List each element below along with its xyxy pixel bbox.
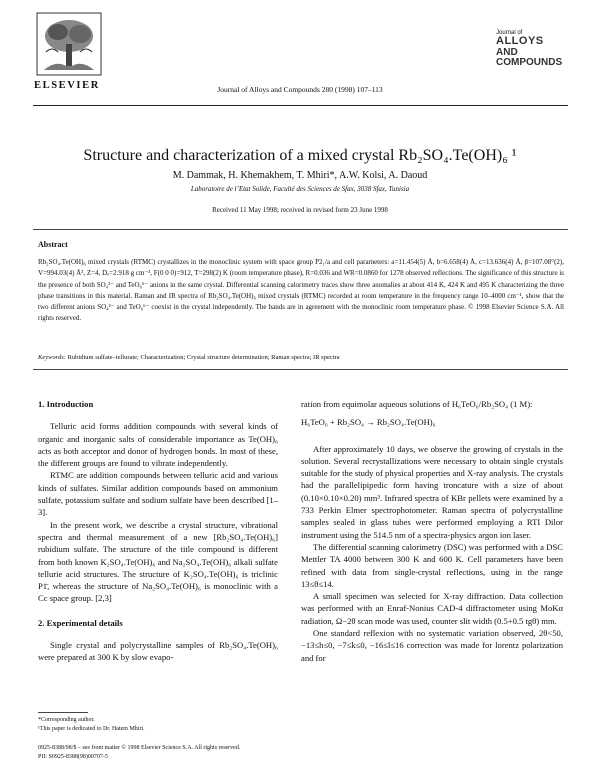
journal-reference: Journal of Alloys and Compounds 280 (1998) 107–113: [217, 85, 383, 94]
right-column: [301, 398, 563, 664]
footer-copyright: 0925-8388/98/$ – see front matter © 1998 Elsevier Science S.A. All rights reserved.: [38, 745, 241, 751]
abstract-heading: Abstract: [38, 240, 68, 249]
journal-logo-line3: AND COMPOUNDS: [496, 46, 563, 69]
experimental-paragraph: Single crystal and polycrystalline samples of Rb₂SO₄.Te(OH)₆ were prepared at 300 K by slow evapo-: [38, 640, 278, 663]
experimental-paragraph: After approximately 10 days, we observe the growing of crystals in the solution. Several recrystallizations were necessary to obtain single crystals suitable for the study of physical properties and X-ray analysis. The crystals had the parallelipipedic form having troncature with a size of about (0.10×0.10×0.20) mm³. Infrared spectra of KBr pellets were examined by a 733 Perkin Elmer spectrophotometer. Raman spectra of polycrystalline samples sealed in glass tubes were performed employing a RTI Dilor instrument using the 514.5 nm of a spectra-physics argon ion laser.: [301, 443, 563, 540]
experimental-paragraph: ration from equimolar aqueous solutions of H₆TeO₆/Rb₂SO₄ (1 M):: [301, 399, 533, 409]
experimental-heading: 2. Experimental details: [38, 617, 123, 628]
keywords-label: Keywords:: [38, 354, 66, 361]
journal-logo-line1: Journal of: [496, 30, 523, 36]
keywords: [38, 354, 564, 361]
experimental-paragraph: One standard reflexion with no systematic variation observed, 2θ<50, −13≤h≤0, −7≤k≤0, −16≤l≤16 correction was made for lorentz polarization and for: [301, 628, 563, 663]
left-column: [38, 398, 278, 664]
journal-logo-line2: ALLOYS: [496, 35, 544, 48]
article-authors: M. Dammak, H. Khemakhem, T. Mhiri*, A.W. Kolsi, A. Daoud: [172, 170, 428, 181]
intro-paragraph: Telluric acid forms addition compounds with several kinds of organic and inorganic salts of considerable importance as Te(OH)₆ acts as both acceptor and donor of hydrogen bonds. In most of these, the different groups are found to vibrate independently.: [38, 421, 278, 469]
publisher-name: ELSEVIER: [34, 80, 100, 91]
intro-paragraph: RTMC are addition compounds between telluric acid and various kinds of sulfates. Similar addition compounds based on ammonium sulfate, potassium sulfate and sodium sulfate have been described [1–3].: [38, 470, 278, 518]
page-footer: [38, 744, 240, 762]
abstract-bottom-divider: [33, 369, 568, 370]
intro-paragraph: In the present work, we describe a crystal structure, vibrational spectra and thermal measurement of a new [Rb₂SO₄.Te(OH)₆] rubidium sulfate. The structure of the title compound is different from both known K₂SO₄.Te(OH)₆ and Na₂SO₄.Te(OH)₆ alkali sulfate tellurie acid structures. The structure of K₂SO₄.Te(OH)₆ is triclinic P1̄, whereas the structure of Na₂SO₄.Te(OH)₆ is monoclinic with a Cc space group. [2,3]: [38, 519, 278, 604]
article-affiliation: Laboratoire de l’Etat Solide, Faculté des Sciences de Sfax, 3038 Sfax, Tunisia: [190, 185, 410, 193]
elsevier-tree-logo-icon: [36, 12, 102, 76]
footnotes: [38, 716, 145, 734]
footer-pii: PII: S0925-8388(98)00707-5: [38, 754, 108, 760]
footnote-divider: [38, 712, 88, 713]
experimental-paragraph: The differential scanning calorimetry (DSC) was performed with a DSC Mettler TA 4000 between 300 K and 600 K. Cell parameters have been refined with data from single-crystal reflections, using in the range 13≤θ≤14.: [301, 541, 563, 589]
experimental-paragraph: A small specimen was selected for X-ray diffraction. Data collection was performed with an Enraf-Nonius CAD-4 diffractometer using MoKα radiation, Ω−2θ scan mode was used, counter slit width (0.5+0.5 tgθ) mm.: [301, 591, 563, 626]
article-title: Structure and characterization of a mixed crystal Rb₂SO₄.Te(OH)₆ ¹: [83, 147, 517, 164]
header-divider: [33, 105, 568, 106]
intro-heading: 1. Introduction: [38, 399, 94, 409]
journal-logo: [496, 30, 568, 69]
received-dates: Received 11 May 1998; received in revised form 23 June 1998: [212, 206, 388, 214]
footnote-dedication: ¹This paper is dedicated to Dr. Hatem Mhiri.: [38, 726, 145, 732]
footnote-corresponding: *Corresponding author.: [38, 717, 95, 723]
keywords-list: Rubidium sulfate–tellurate; Characterization; Crystal structure determination; Raman spectra; IR spectra: [67, 354, 340, 361]
abstract-body: Rb₂SO₄.Te(OH)₆ mixed crystals (RTMC) crystallizes in the monoclinic system with space group P2₁/a and cell parameters: a=11.454(5) Å, b=6.658(4) Å, c=13.636(4) Å, β=107.08°(2), V=994.03(4) Å³, Z=4, Dₓ=2.918 g cm⁻³, F(0 0 0)=912, T=298(2) K (room temperature phase), R=0.036 and WR=0.0860 for 1278 observed reflections. The significance of this structure is the presence of both SO₄²⁻ and TeO₆⁶⁻ anions in the same crystal. Differential scanning calorimetry traces show three anomalies at about 414 K, 424 K and 495 K characterizing the three phase transitions in this material. Raman and IR spectra of Rb₂SO₄.Te(OH)₆ mixed crystals (RTMC) recorded at room temperature in the frequency range 10–4000 cm⁻¹, show that the two different anions SO₄²⁻ and TeO₆⁶⁻ coexist in the crystal independently. The bands are in agreement with the monoclinic room temperature phase. © 1998 Elsevier Science S.A. All rights reserved.: [38, 258, 564, 323]
reaction-equation: H₆TeO₆ + Rb₂SO₄ → Rb₂SO₄.Te(OH)₆: [301, 417, 436, 428]
abstract-top-divider: [33, 229, 568, 230]
